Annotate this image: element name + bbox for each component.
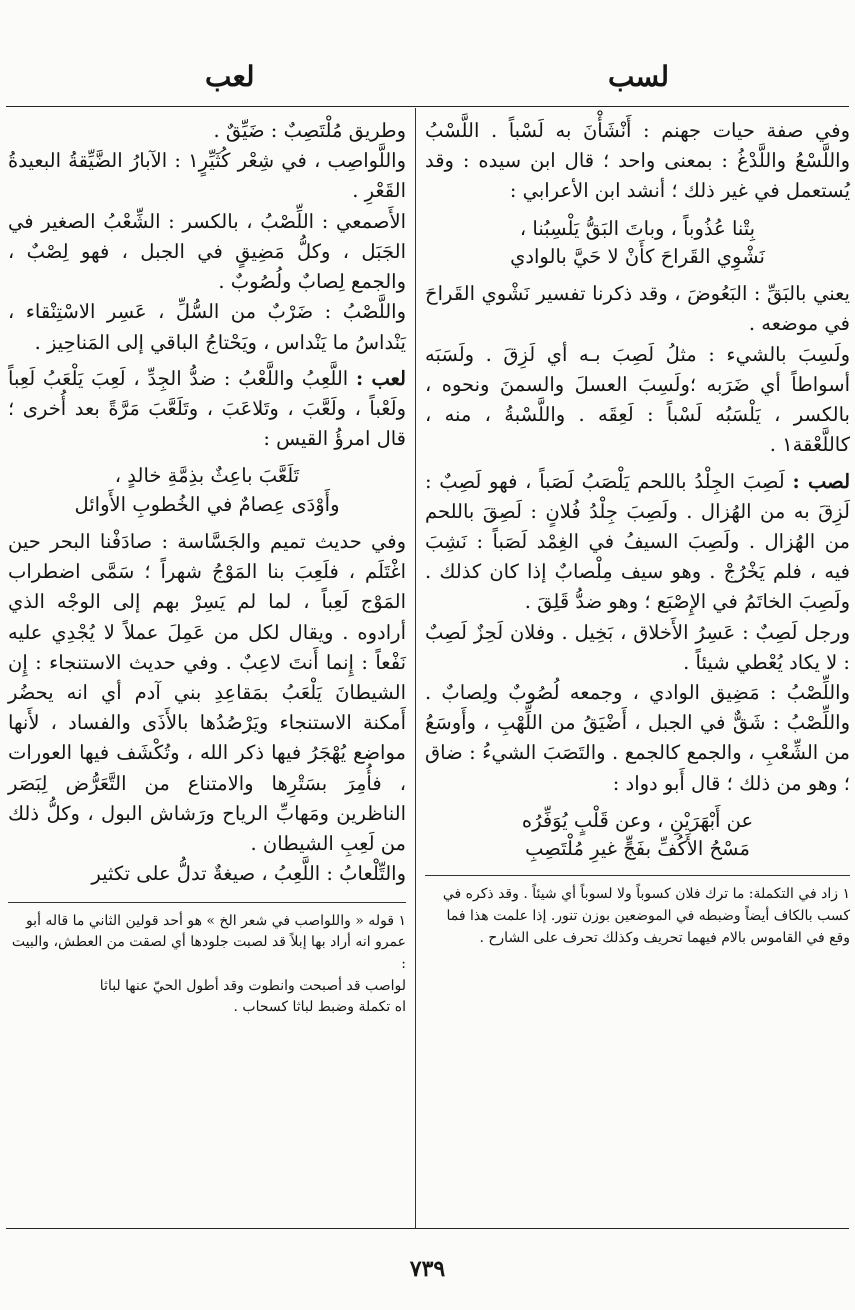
left-paragraph-7: والتِّلْعابُ : اللَّعِبُ ، صيغةٌ تدلُّ على تكثير (91, 862, 406, 886)
left-column (8, 116, 406, 1019)
column-divider (415, 108, 416, 1228)
left-paragraph-2: واللَّواصِب ، في شِعْر كُثَيِّرٍ١ : الآبارُ الضَّيِّقةُ البعيدةُ القَعْرِ . (8, 149, 406, 203)
right-column (425, 116, 850, 950)
left-footnote-rule (8, 902, 406, 903)
left-paragraph-1: وطريق مُلْتَصِبٌ : ضَيِّقٌ . (213, 119, 406, 142)
left-paragraph-3: الأَصمعي : اللِّصْبُ ، بالكسر : الشِّعْبُ الصغير في الجَبَل ، وكلُّ مَضِيقٍ في الجبل ، فهو لِصْبٌ ، والجمع لِصابٌ ولُصُوبٌ . (8, 209, 406, 294)
top-rule (6, 106, 849, 107)
right-paragraph-2: يعني بالبَقِّ : البَعُوضَ ، وقد ذكرنا تفسير نَشْوي القَراحَ في موضعه . (425, 282, 850, 336)
left-paragraph-6: وفي حديث تميم والجَسَّاسة : صادَفْنا البحر حين اغْتَلَم ، فلَعِبَ بنا المَوْجُ شهراً ؛ سَمَّى اضطراب المَوْج لَعِباً ، لما لم يَسِرْ بهم إلى الوجْه الذي أرادوه . ويقال لكل من عَمِلَ عملاً لا يُجْدِي عليه نَفْعاً : إِنما أَنتَ لاعِبٌ . وفي حديث الاستنجاء : إِن الشيطانَ يَلْعَبُ بمَقاعِدِ بني آدم أي انه يحضُر أَمكنة الاستنجاء ويَرْصُدُها بالأَذَى والفساد ، لأَنها مواضع يُهْجَرُ فيها ذكر الله ، وتُكْشَف فيها العورات ، فأُمِرَ بسَتْرِها والامتناع من التَّعَرُّض لِبَصَر الناظرين ومَهابِّ الرياح ورَشاش البول ، وكلُّ ذلك من لَعِبِ الشيطان . (8, 529, 406, 856)
left-footnote-line-2: لواصب قد أصبحت وانطوت وقد أطول الحيّ عنها لباثا (99, 977, 406, 994)
left-paragraph-4: واللَّصْبُ : ضَرْبٌ من السُّلِّ ، عَسِر الاسْتِنْقاء ، يَنْداسُ ما يَنْداس ، ويَحْتاجُ الباقي إلى المَناحِيز . (8, 300, 406, 354)
left-verse-1-line-1: تَلَعَّبَ باعِثٌ بذِمَّةِ خالدٍ ، (114, 464, 300, 488)
left-footnote-line-1: ١ قوله « واللواصب في شعر الخ » هو أحد قولين الثاني ما قاله أبو عمرو انه أراد بها إبلاً قد لصبت جلودها أي لصقت من العطش، والبيت : (11, 912, 406, 972)
right-verse-1-line-2: نَشْوِي القَراحَ كأَنْ لا حَيَّ بالوادي (510, 244, 765, 268)
right-verse-2-line-2: مَسْحُ الأَكُفِّ بفَجٍّ غيرِ مُلْتَصِبِ (525, 837, 750, 861)
right-verse-1-line-1: بِتْنا عُذُوباً ، وباتَ البَقُّ يَلْسِبُنا ، (519, 216, 756, 240)
left-entry-lab (8, 364, 406, 455)
right-paragraph-6: واللِّصْبُ : مَضِيق الوادي ، وجمعه لُصُوبٌ ولِصابٌ . واللِّصْبُ : شَقٌّ في الجبل ، أَضْيَقُ من اللِّهْبِ ، وأَوسَعُ من الشِّعْبِ ، والجمع كالجمع . والتَصَبَ الشيءُ : ضاق ؛ وهو من ذلك ؛ قال أَبو دواد : (425, 681, 850, 795)
left-verse-1-line-2: وأَوْدَى عِصامٌ في الخُطوبِ الأَوائل (74, 492, 340, 516)
left-footnote (8, 911, 406, 1019)
right-footnote-rule (425, 875, 850, 876)
bottom-rule (6, 1228, 849, 1229)
left-paragraph-5: اللَّعِبُ واللَّعْبُ : ضدُّ الجِدِّ ، لَعِبَ يَلْعَبُ لَعِباً ولَعْباً ، ولَعَّبَ ، وتَلاعَبَ ، وتَلَعَّبَ مَرَّةً بعد أُخرى ؛ قال امرؤُ القيس : (8, 366, 406, 451)
right-paragraph-1: وفي صفة حيات جهنم : أَنْشَأْنَ به لَسْباً . اللَّسْبُ واللَّسْعُ واللَّدْغُ : بمعنى واحد ؛ قال ابن سيده : وقد يُستعمل في غير ذلك ؛ أنشد ابن الأعرابي : (425, 119, 850, 203)
entry-headword-lsb: لصب : (792, 469, 851, 493)
right-paragraph-3: ولَسِبَ بالشيء : مثلُ لَصِبَ بـه أي لَزِقَ . ولَسَبَه أسواطاً أي ضَرَبه ؛ولَسِبَ العسلَ والسمنَ ونحوه ، بالكسر ، يَلْسَبُه لَسْباً : لَعِقَه . واللَّسْبةُ ، منه ، كاللَّعْقة١ . (425, 342, 850, 457)
entry-headword-lab: لعب : (355, 366, 406, 390)
right-entry-lsb (425, 467, 850, 618)
right-paragraph-4: لَصِبَ الجِلْدُ باللحم يَلْصَبُ لَصَباً ، فهو لَصِبٌ : لَزِقَ به من الهُزال . ولَصِبَ جِلْدُ فُلانٍ : لَصِقَ باللحم من الهُزال . ولَصِبَ السيفُ في الغِمْد لَصَباً : نَشِبَ فيه ، فلم يَخْرُجْ . وهو سيف مِلْصابٌ إذا كان كذلك . ولَصِبَ الخاتَمُ في الإِصْبَع ؛ وهو ضدُّ قَلِقَ . (425, 469, 850, 614)
page-number: ٧٣٩ (409, 1256, 446, 1282)
left-footnote-line-3: اه تكملة وضبط لباثا كسحاب . (233, 999, 406, 1016)
right-paragraph-5: ورجل لَصِبٌ : عَسِرُ الأَخلاق ، بَخِيل . وفلان لَحِزٌ لَصِبٌ : لا يكاد يُعْطي شيئاً . (425, 620, 850, 674)
header-left-headword: لعب (205, 60, 255, 93)
right-verse-2-line-1: عن أَبْهَرَيْنِ ، وعن قَلْبٍ يُوَفِّرُه (521, 808, 754, 832)
right-verse-1 (425, 215, 850, 272)
right-verse-2 (425, 807, 850, 864)
right-footnote: ١ زاد في التكملة: ما ترك فلان كسوباً ولا لسوباً أي شيئاً . وقد ذكره في كسب بالكاف أيضاً وضبطه في الموضعين بوزن تنور. إذا علمت هذا فما وقع في القاموس بالام فيهما تحريف وكذلك تحرف على الشارح . (442, 886, 850, 946)
left-verse-1 (8, 462, 406, 519)
header-right-headword: لسب (608, 60, 670, 93)
